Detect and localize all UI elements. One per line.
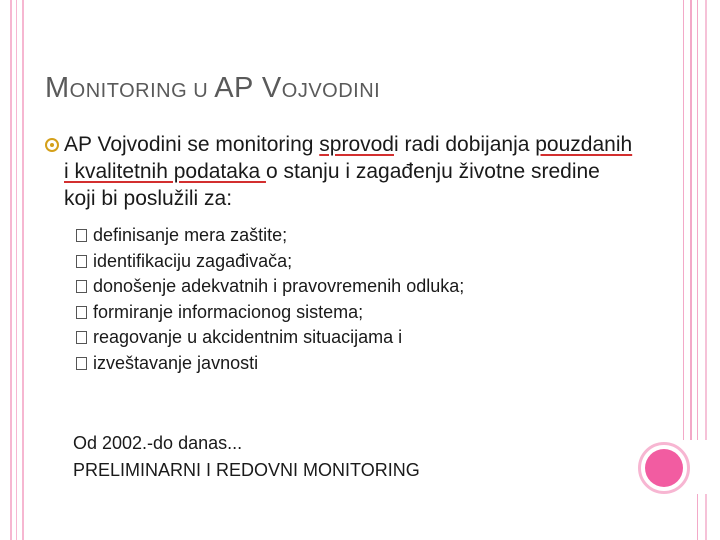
list-item bbox=[76, 249, 636, 275]
decorative-circle-icon bbox=[645, 449, 683, 487]
footer-line: PRELIMINARNI I REDOVNI MONITORING bbox=[73, 460, 420, 480]
list-item-label: identifikaciju zagađivača; bbox=[93, 250, 293, 271]
list-item bbox=[76, 351, 636, 377]
footer-text bbox=[73, 430, 420, 484]
list-item-label: reagovanje u akcidentnim situacijama i bbox=[93, 327, 403, 347]
decorative-stripe bbox=[683, 0, 684, 440]
list-item bbox=[76, 300, 636, 326]
checkbox-icon bbox=[76, 229, 87, 242]
list-item-label: formiranje informacionog sistema; bbox=[93, 301, 364, 322]
title-part: AP V bbox=[214, 72, 282, 104]
footer-line: Od 2002.-do danas... bbox=[73, 433, 243, 453]
list-item bbox=[76, 223, 636, 249]
para-underlined-text: sprovod bbox=[319, 133, 394, 156]
title-part: OJVODINI bbox=[281, 80, 381, 102]
checkbox-icon bbox=[76, 255, 87, 268]
list-item-label: definisanje mera zaštite; bbox=[93, 225, 288, 245]
checkbox-icon bbox=[76, 331, 87, 344]
list-item-label: donošenje adekvatnih i pravovremenih odluka; bbox=[93, 276, 465, 296]
para-text: o stanju i zagađenju životne sredine koji bi poslužili za: bbox=[64, 160, 600, 210]
decorative-stripe bbox=[697, 494, 698, 540]
checkbox-icon bbox=[76, 357, 87, 370]
decorative-stripe bbox=[690, 0, 692, 440]
decorative-stripe bbox=[16, 0, 17, 540]
main-paragraph bbox=[64, 131, 634, 212]
sub-bullet-list bbox=[76, 223, 636, 376]
list-item-label: izveštavanje javnosti bbox=[93, 352, 259, 373]
para-underlined-text: pouzdanih i kvalitetnih podataka bbox=[64, 133, 633, 183]
para-text: AP Vojvodini se monitoring bbox=[64, 133, 320, 156]
list-item bbox=[76, 325, 636, 351]
checkbox-icon bbox=[76, 306, 87, 319]
list-item bbox=[76, 274, 636, 300]
decorative-stripe bbox=[705, 0, 707, 440]
decorative-stripe bbox=[22, 0, 24, 540]
checkbox-icon bbox=[76, 280, 87, 293]
decorative-stripe bbox=[10, 0, 12, 540]
circle-bullet-icon bbox=[45, 138, 59, 152]
slide-title bbox=[45, 72, 380, 105]
title-part: ONITORING U bbox=[69, 80, 215, 102]
title-part: M bbox=[45, 72, 70, 104]
para-text: i radi dobijanja bbox=[393, 133, 536, 156]
decorative-stripe bbox=[697, 0, 698, 440]
decorative-stripe bbox=[705, 494, 707, 540]
